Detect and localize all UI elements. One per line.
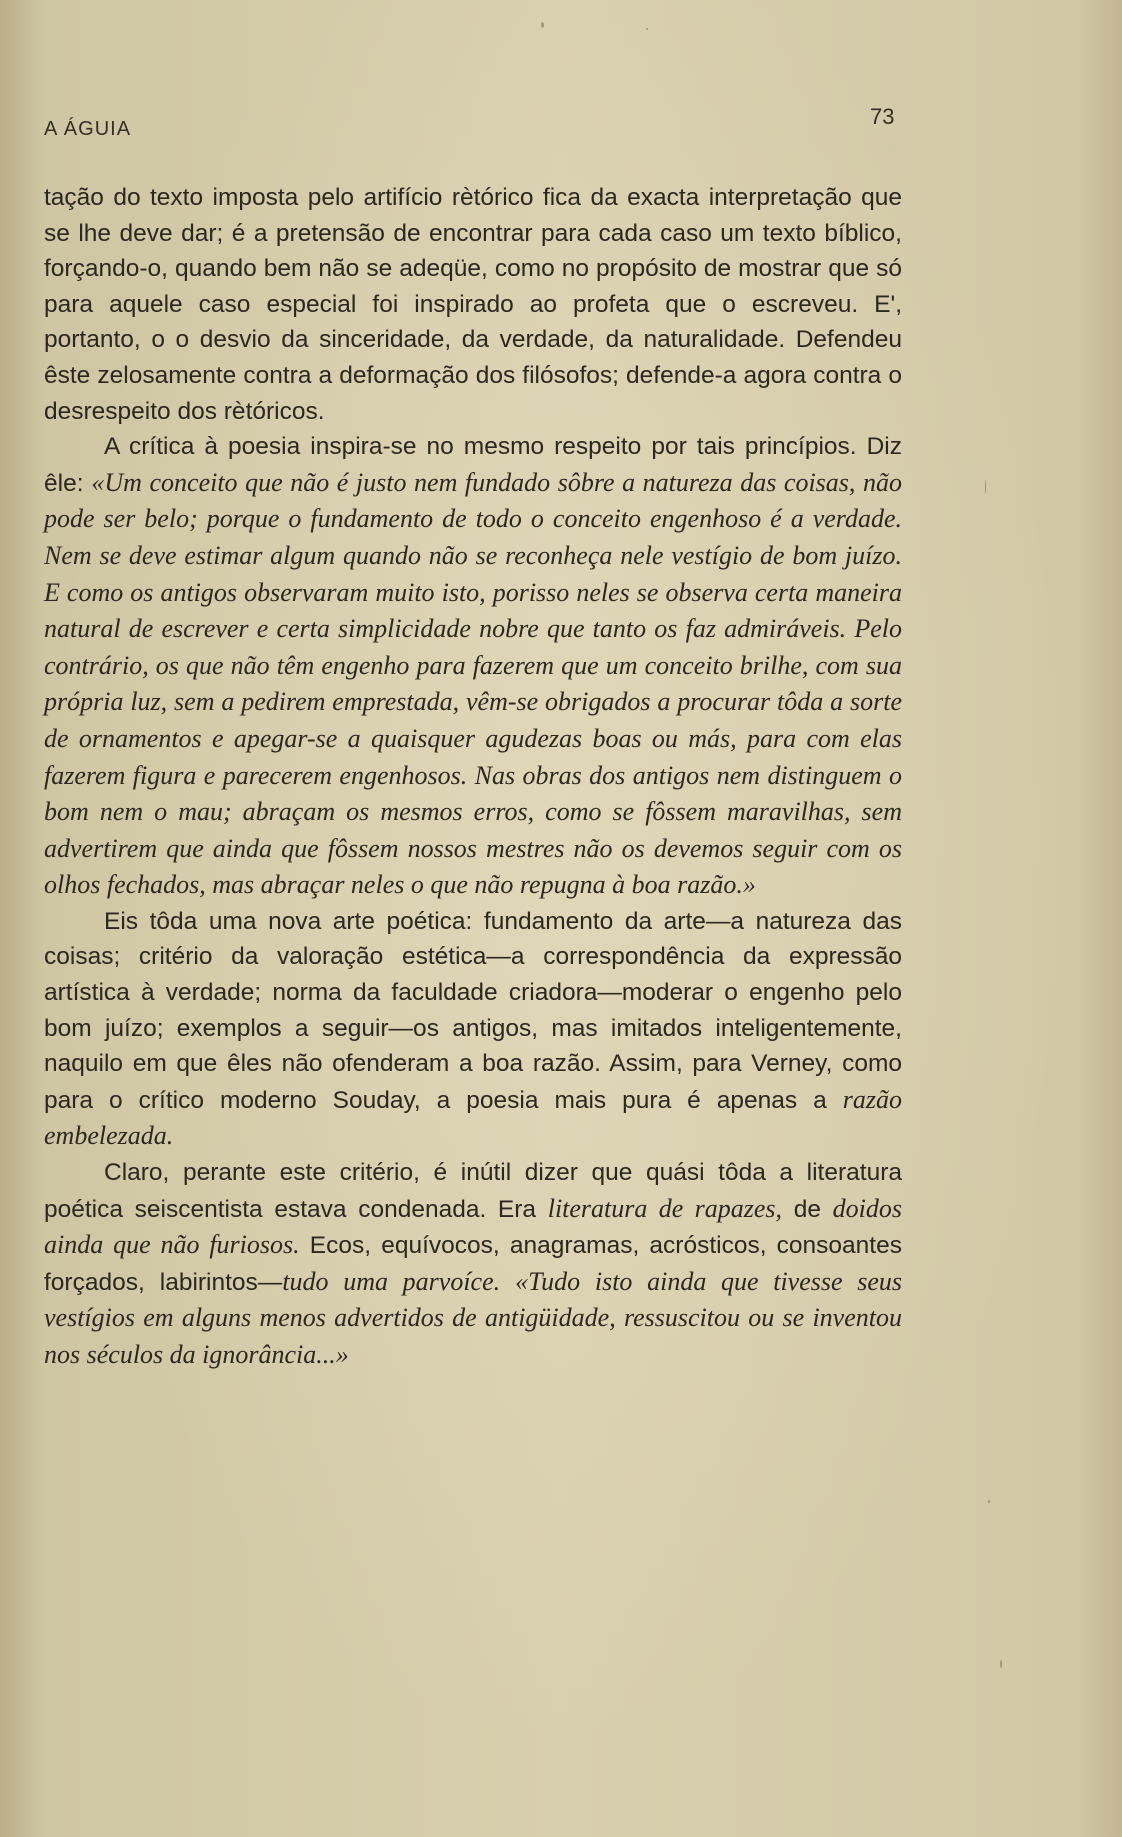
text-run: Claro, perante este critério, é inútil dizer que quási tôda a literatura poética seiscentista estava condenada. Era (44, 1159, 902, 1223)
italic-run: tudo uma parvoíce. (282, 1266, 501, 1296)
paragraph-3 (44, 904, 902, 1155)
running-head-title: A ÁGUIA (44, 118, 132, 140)
text-run: A crítica à poesia inspira-se no mesmo respeito por tais princípios. Diz êle: (44, 433, 902, 497)
italic-run: «Tudo isto ainda que tivesse seus vestígios em alguns menos advertidos de antigüidade, ressuscitou ou se inventou nos séculos da ignorância...» (44, 1266, 902, 1369)
italic-run: «Um conceito que não é justo nem fundado sôbre a natureza das coisas, não pode ser belo; porque o fundamento de todo o conceito engenhoso é a verdade. Nem se deve estimar algum quando não se reconheça nele vestígio de bom juízo. E como os antigos observaram muito isto, porisso neles se observa certa maneira natural de escrever e certa simplicidade nobre que tanto os faz admiráveis. Pelo contrário, os que não têm engenho para fazerem que um conceito brilhe, com sua própria luz, sem a pedirem emprestada, vêm-se obrigados a procurar tôda a sorte de ornamentos e apegar-se a quaisquer agudezas boas ou más, para com elas fazerem figura e parecerem engenhosos. Nas obras dos antigos nem distinguem o bom nem o mau; abraçam os mesmos erros, como se fôssem maravilhas, sem advertirem que ainda que fôssem nossos mestres não os devemos seguir com os olhos fechados, mas abraçar neles o que não repugna à boa razão.» (44, 467, 902, 900)
paragraph-1 (44, 180, 902, 429)
paper-speck (988, 1500, 990, 1503)
paper-speck (541, 22, 544, 28)
page-number: 73 (870, 104, 895, 129)
body-text (44, 180, 902, 1374)
text-run: de (782, 1195, 833, 1223)
italic-run: doidos ainda que não furiosos. (44, 1193, 902, 1260)
text-run: Ecos, equívocos, anagramas, acrósticos, consoantes forçados, labirintos— (44, 1232, 902, 1296)
text-run (500, 1269, 515, 1296)
text-run: tação do texto imposta pelo artifício rètórico fica da exacta interpretação que se lhe deve dar; é a pretensão de encontrar para cada caso um texto bíblico, forçando-o, quando bem não se adeqüe, como no propósito de mostrar que só para aquele caso especial foi inspirado ao profeta que o escreveu. E', portanto, o o desvio da sinceridade, da verdade, da naturalidade. Defendeu êste zelosamente contra a deformação dos filósofos; defende-a agora contra o desrespeito dos rètóricos. (44, 184, 902, 425)
paragraph-4 (44, 1155, 902, 1374)
italic-run: razão embelezada. (44, 1084, 902, 1151)
paper-speck (1000, 1660, 1002, 1668)
text-run: Eis tôda uma nova arte poética: fundamento da arte—a natureza das coisas; critério da valoração estética—a correspondência da expressão artística à verdade; norma da faculdade criadora—moderar o engenho pelo bom juízo; exemplos a seguir—os antigos, mas imitados inteligentemente, naquilo em que êles não ofenderam a boa razão. Assim, para Verney, como para o crítico moderno Souday, a poesia mais pura é apenas a (44, 907, 902, 1114)
paper-speck (985, 480, 986, 494)
paper-speck (646, 28, 648, 30)
paragraph-2 (44, 429, 902, 904)
italic-run: literatura de rapazes, (547, 1193, 783, 1223)
